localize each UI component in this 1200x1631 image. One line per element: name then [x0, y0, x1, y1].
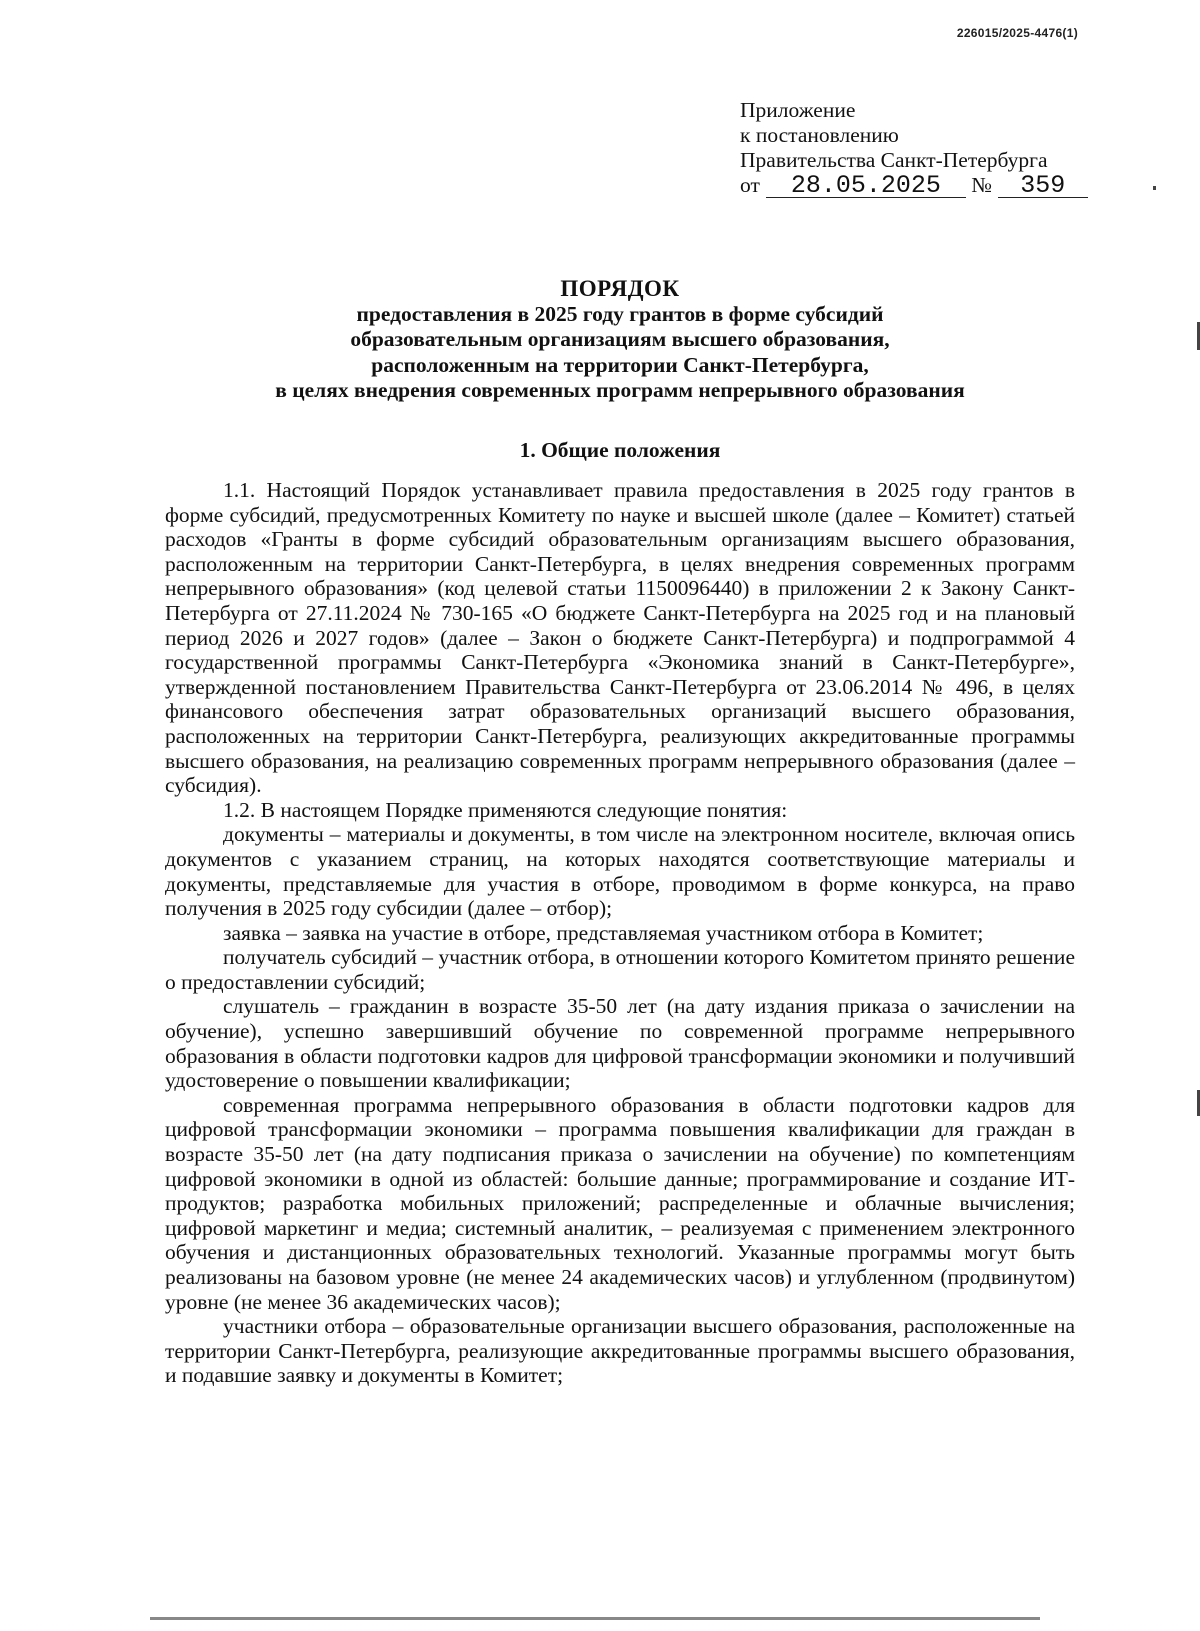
- paragraph: документы – материалы и документы, в том числе на электронном носителе, включая опись документов с указанием страниц, на которых находятся соответствующие материалы и документы, представляемые для участия в отборе, проводимом в форме конкурса, на право получения в 2025 году субсидии (далее – отбор);: [165, 822, 1075, 921]
- appendix-line-2: к постановлению: [740, 123, 899, 147]
- number-prefix: №: [971, 173, 992, 197]
- appendix-date-row: [740, 173, 1140, 198]
- paragraph: современная программа непрерывного образования в области подготовки кадров для цифровой трансформации экономики – программа повышения квалификации для граждан в возрасте 35-50 лет (на дату подписания приказа о зачислении на обучение) по компетенциям цифровой экономики в одной из областей: большие данные; программирование и создание ИТ-продуктов; разработка мобильных приложений; распределенные и облачные вычисления; цифровой маркетинг и медиа; системный аналитик, – реализуемая с применением электронного обучения и дистанционных образовательных технологий. Указанные программы могут быть реализованы на базовом уровне (не менее 24 академических часов) и углубленном (продвинутом) уровне (не менее 36 академических часов);: [165, 1092, 1075, 1314]
- title-line-2: образовательным организациям высшего образования,: [350, 327, 890, 351]
- appendix-line-3: Правительства Санкт-Петербурга: [740, 148, 1048, 172]
- appendix-block: [740, 98, 1140, 198]
- document-registration-number: 226015/2025-4476(1): [956, 26, 1078, 40]
- paragraph: слушатель – гражданин в возрасте 35-50 лет (на дату издания приказа о зачислении на обучение), успешно завершивший обучение по современной программе непрерывного образования в области подготовки кадров для цифровой трансформации экономики и получивший удостоверение о повышении квалификации;: [165, 994, 1075, 1093]
- title-line-4: в целях внедрения современных программ непрерывного образования: [275, 378, 965, 402]
- scan-bottom-edge: [150, 1617, 1040, 1620]
- section-body: [165, 478, 1075, 1388]
- date-prefix: от: [740, 173, 760, 197]
- title-line-1: предоставления в 2025 году грантов в форме субсидий: [356, 301, 884, 326]
- paragraph: заявка – заявка на участие в отборе, представляемая участником отбора в Комитет;: [223, 920, 984, 945]
- section-heading: 1. Общие положения: [519, 438, 721, 462]
- title-line-3: расположенным на территории Санкт-Петербурга,: [371, 352, 869, 377]
- decree-number: 359: [998, 175, 1088, 198]
- title-main: ПОРЯДОК: [560, 276, 680, 301]
- document-title: [165, 276, 1075, 404]
- paragraph: 1.2. В настоящем Порядке применяются следующие понятия:: [223, 797, 788, 822]
- paragraph: 1.1. Настоящий Порядок устанавливает правила предоставления в 2025 году грантов в форме субсидий, предусмотренных Комитету по науке и высшей школе (далее – Комитет) статьей расходов «Гранты в форме субсидий образовательным организациям высшего образования, расположенным на территории Санкт-Петербурга, в целях внедрения современных программ непрерывного образования» (код целевой статьи 1150096440) в приложении 2 к Закону Санкт-Петербурга от 27.11.2024 № 730-165 «О бюджете Санкт-Петербурга на 2025 год и на плановый период 2026 и 2027 годов» (далее – Закон о бюджете Санкт-Петербурга) и подпрограммой 4 государственной программы Санкт-Петербурга «Экономика знаний в Санкт-Петербурге», утвержденной постановлением Правительства Санкт-Петербурга от 23.06.2014 № 496, в целях финансового обеспечения затрат образовательных организаций высшего образования, расположенных на территории Санкт-Петербурга, реализующих аккредитованные программы высшего образования, на реализацию современных программ непрерывного образования (далее – субсидия).: [165, 478, 1075, 798]
- paragraph: участники отбора – образовательные организации высшего образования, расположенные на территории Санкт-Петербурга, реализующие аккредитованные программы высшего образования, и подавшие заявку и документы в Комитет;: [165, 1314, 1075, 1388]
- paragraph: получатель субсидий – участник отбора, в отношении которого Комитетом принято решение о предоставлении субсидий;: [165, 945, 1075, 994]
- appendix-line-1: Приложение: [740, 98, 856, 122]
- decree-date: 28.05.2025: [766, 175, 966, 198]
- scan-artifact: [1153, 186, 1156, 190]
